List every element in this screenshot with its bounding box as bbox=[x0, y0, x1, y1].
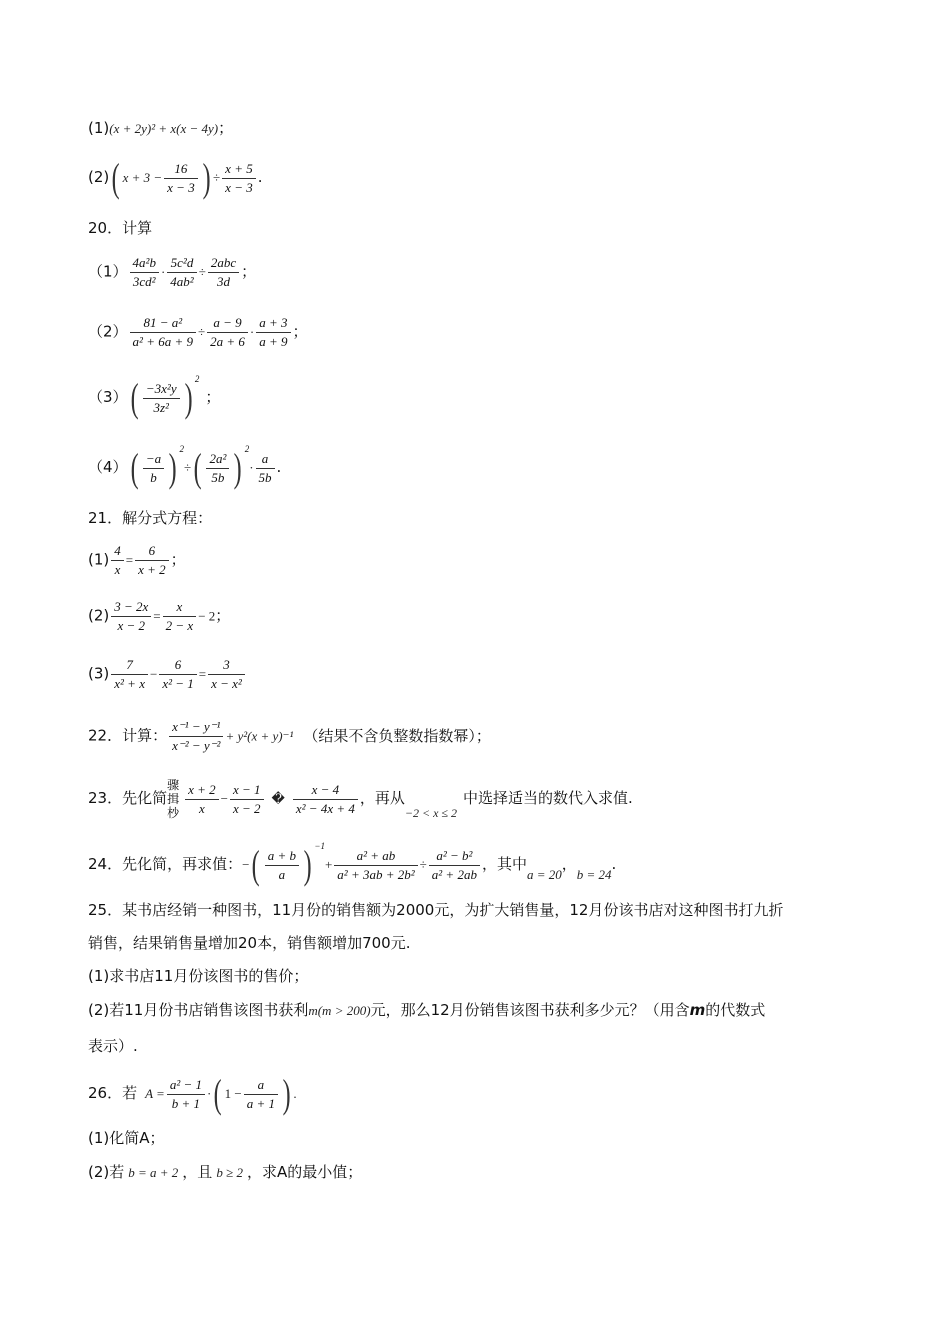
q19-p2-a: x + 3 − bbox=[122, 170, 163, 185]
minus-op: − bbox=[242, 857, 250, 872]
frac-den: x² + x bbox=[114, 676, 145, 691]
q20-p3-end: ； bbox=[205, 388, 221, 406]
q26-end: . bbox=[293, 1086, 297, 1101]
frac bbox=[111, 656, 148, 693]
q19-p1-label: (1) bbox=[88, 119, 110, 137]
q20-part1 bbox=[88, 254, 256, 291]
q26-p2b: b = a + 2 bbox=[128, 1165, 179, 1180]
div-op: ÷ bbox=[419, 857, 427, 872]
frac-den: x − 2 bbox=[117, 618, 146, 633]
frac bbox=[230, 781, 264, 818]
q25-p2a: (2)若11月份书店销售该图书获利 bbox=[88, 1001, 309, 1019]
q26-line bbox=[88, 1071, 297, 1116]
q25-p2d: 的代数式 bbox=[705, 1001, 766, 1019]
plus-op: + bbox=[324, 857, 333, 872]
q21-part3 bbox=[88, 656, 247, 693]
frac-den: x + 2 bbox=[138, 562, 166, 577]
right-paren-icon: ) bbox=[282, 1071, 291, 1116]
right-paren-icon: ) bbox=[303, 842, 312, 887]
q24-line bbox=[88, 841, 617, 887]
frac-den: a² + 3ab + 2b² bbox=[337, 866, 415, 882]
q20-part3 bbox=[88, 374, 221, 420]
q21-title: 21．解分式方程： bbox=[88, 509, 213, 527]
q21-p2-label: (2) bbox=[88, 606, 110, 625]
frac-den: 4ab² bbox=[170, 274, 194, 289]
frac-num: −a bbox=[143, 450, 164, 469]
q20-p1-end: ； bbox=[241, 262, 257, 281]
q23-range: −2 < x ≤ 2 bbox=[404, 806, 457, 820]
frac-den: x² − 4x + 4 bbox=[295, 800, 355, 816]
q26-p2e: ，求A的最小值； bbox=[246, 1163, 363, 1181]
left-paren-icon: ( bbox=[111, 155, 120, 200]
frac-num: x − 1 bbox=[230, 781, 264, 800]
q21-part2 bbox=[88, 598, 230, 635]
q20-part2 bbox=[88, 314, 308, 351]
frac-den: x − 3 bbox=[167, 179, 195, 195]
exponent: −1 bbox=[314, 841, 325, 851]
q20-p3-label: （3） bbox=[88, 388, 128, 406]
q19-p2-div: ÷ bbox=[213, 170, 221, 185]
q24-sep: ， bbox=[561, 855, 577, 873]
frac-num: 7 bbox=[111, 656, 148, 675]
q26-lhs: A = bbox=[145, 1086, 165, 1101]
dot-op: · bbox=[207, 1086, 212, 1101]
frac-num: 3 bbox=[208, 656, 245, 675]
frac bbox=[207, 314, 248, 351]
frac-num: 5c²d bbox=[167, 254, 196, 273]
q19-p2-end: . bbox=[257, 168, 263, 186]
frac-num: 2a² bbox=[206, 450, 229, 469]
frac-num: a bbox=[244, 1076, 278, 1095]
frac bbox=[256, 314, 290, 351]
q21-p2-tail: − 2 bbox=[198, 608, 216, 624]
q24-label: 24．先化简，再求值： bbox=[88, 855, 243, 873]
minus-op: − bbox=[220, 791, 228, 806]
frac-num: x + 2 bbox=[185, 781, 219, 800]
q20-part4 bbox=[88, 444, 282, 490]
frac-num: a² + ab bbox=[334, 847, 417, 866]
q22-note: （结果不含负整数指数幂）； bbox=[303, 726, 491, 745]
frac-den: 3cd² bbox=[132, 274, 156, 289]
frac-den: a + 9 bbox=[259, 334, 288, 349]
frac-den: 2 − x bbox=[165, 618, 194, 633]
q23-tail: 中选择适当的数代入求值. bbox=[462, 789, 633, 807]
q21-p1-end: ； bbox=[170, 550, 186, 569]
frac-num: 4 bbox=[111, 542, 124, 561]
q20-p1-label: （1） bbox=[88, 262, 128, 281]
right-paren-icon: ) bbox=[184, 375, 193, 420]
q21-p3-label: (3) bbox=[88, 664, 110, 683]
left-paren-icon: ( bbox=[252, 842, 261, 887]
frac-den: 2a + 6 bbox=[210, 334, 245, 349]
q23-mid: ，再从 bbox=[359, 789, 405, 807]
frac bbox=[130, 314, 196, 351]
frac-num: a² − 1 bbox=[167, 1076, 205, 1095]
frac-den: x − 2 bbox=[232, 800, 261, 816]
q26-part1: (1)化简A； bbox=[88, 1129, 165, 1147]
dot-op: · bbox=[160, 264, 166, 280]
frac bbox=[167, 254, 196, 291]
q23-garble: 骤揖杪 bbox=[167, 778, 180, 820]
frac bbox=[159, 656, 196, 693]
q24-end: . bbox=[611, 855, 617, 873]
q25-part2 bbox=[88, 1000, 765, 1021]
frac-num: x − 4 bbox=[293, 781, 358, 800]
right-paren-icon: ) bbox=[168, 445, 177, 490]
left-paren-icon: ( bbox=[193, 445, 202, 490]
q24-v2: b = 24 bbox=[576, 867, 612, 882]
frac bbox=[334, 847, 417, 884]
frac-den: a bbox=[278, 866, 286, 882]
q23-label: 23．先化简 bbox=[88, 789, 168, 807]
frac-den: a + 1 bbox=[246, 1095, 276, 1111]
minus-op: − bbox=[149, 666, 158, 682]
q24-v1: a = 20 bbox=[526, 867, 562, 882]
frac-num: a + b bbox=[265, 847, 299, 866]
q25-part1: (1)求书店11月份该图书的售价； bbox=[88, 967, 309, 985]
q25-p2b: 元，那么12月份销售该图书获利多少元？（用含 bbox=[370, 1001, 690, 1019]
frac-den: 3z² bbox=[153, 399, 169, 415]
frac-num: x⁻¹ − y⁻¹ bbox=[169, 718, 223, 737]
q21-p1-label: (1) bbox=[88, 550, 110, 569]
frac-den: x bbox=[114, 562, 121, 577]
left-paren-icon: ( bbox=[214, 1071, 223, 1116]
q20-p4-end: . bbox=[276, 458, 282, 476]
dot-op: · bbox=[249, 324, 255, 340]
exponent: 2 bbox=[179, 444, 184, 454]
q26-p2d: b ≥ 2 bbox=[216, 1165, 243, 1180]
q19-p1-end: ； bbox=[218, 119, 234, 137]
frac-den: x − 3 bbox=[225, 179, 253, 195]
q26-p2a: (2)若 bbox=[88, 1163, 125, 1181]
q24-mid: ，其中 bbox=[481, 855, 527, 873]
exponent: 2 bbox=[194, 374, 200, 384]
frac-num: x bbox=[163, 598, 197, 617]
frac-num: 3 − 2x bbox=[111, 598, 151, 617]
dot-op: · bbox=[249, 460, 254, 475]
q26-p2c: ，且 bbox=[182, 1163, 213, 1181]
frac-den: 5b bbox=[211, 469, 225, 485]
q22-line bbox=[88, 718, 491, 755]
q26-part2 bbox=[88, 1162, 362, 1183]
frac bbox=[163, 598, 197, 635]
frac bbox=[169, 718, 223, 755]
frac bbox=[185, 781, 219, 818]
q23-op: � bbox=[271, 791, 285, 806]
q19-p2-label: (2) bbox=[88, 168, 110, 186]
frac-den: x − x² bbox=[211, 676, 242, 691]
frac-den: b + 1 bbox=[171, 1095, 201, 1111]
q22-label: 22．计算： bbox=[88, 726, 168, 745]
q26-inner: 1 − bbox=[224, 1086, 242, 1101]
frac-den: x² − 1 bbox=[162, 676, 194, 691]
frac-den: 5b bbox=[258, 469, 272, 485]
q25-part2-cont: 表示）. bbox=[88, 1037, 138, 1055]
q25-line2: 销售，结果销售量增加20本，销售额增加700元. bbox=[88, 934, 411, 952]
q19-p2-frac1 bbox=[164, 160, 198, 197]
q19-p1-expr: (x + 2y)² + x(x − 4y) bbox=[109, 121, 219, 136]
div-op: ÷ bbox=[183, 460, 192, 475]
q23-line bbox=[88, 778, 633, 820]
frac bbox=[293, 781, 358, 818]
q20-p2-label: （2） bbox=[88, 322, 128, 341]
frac-den: a² + 2ab bbox=[431, 866, 477, 882]
q25-p2c: m bbox=[689, 1001, 706, 1019]
frac bbox=[208, 254, 239, 291]
div-op: ÷ bbox=[198, 324, 206, 340]
frac-num: 2abc bbox=[208, 254, 239, 273]
q20-p2-end: ； bbox=[292, 322, 308, 341]
frac bbox=[111, 598, 151, 635]
q19-part2 bbox=[88, 155, 263, 200]
right-paren-icon: ) bbox=[202, 155, 211, 200]
frac-num: a bbox=[256, 450, 275, 469]
right-paren-icon: ) bbox=[234, 445, 243, 490]
frac-num: x + 5 bbox=[222, 160, 256, 179]
q21-p2-end: ； bbox=[215, 606, 231, 625]
frac-den: b bbox=[150, 469, 157, 485]
q25-line1: 25．某书店经销一种图书，11月份的销售额为2000元，为扩大销售量，12月份该书店对这种图书打九折 bbox=[88, 901, 784, 919]
exponent: 2 bbox=[244, 444, 250, 454]
frac bbox=[143, 450, 164, 487]
frac-num: 16 bbox=[164, 160, 198, 179]
frac-num: 81 − a² bbox=[130, 314, 196, 333]
q21-part1 bbox=[88, 542, 186, 579]
frac bbox=[208, 656, 245, 693]
frac-den: x bbox=[198, 800, 205, 816]
frac bbox=[244, 1076, 278, 1113]
frac bbox=[135, 542, 169, 579]
q20-p4-label: （4） bbox=[88, 458, 128, 476]
q19-p2-frac2 bbox=[222, 160, 256, 197]
frac-den: 3d bbox=[216, 274, 230, 289]
frac-num: 6 bbox=[135, 542, 169, 561]
left-paren-icon: ( bbox=[130, 445, 139, 490]
frac bbox=[111, 542, 124, 579]
eq-op: = bbox=[125, 552, 134, 568]
frac bbox=[130, 254, 159, 291]
frac-den: x⁻² − y⁻² bbox=[172, 738, 221, 753]
eq-op: = bbox=[153, 608, 161, 624]
frac-num: 6 bbox=[159, 656, 196, 675]
frac-num: a − 9 bbox=[207, 314, 248, 333]
eq-op: = bbox=[198, 666, 207, 682]
q22-tail: + y²(x + y)⁻¹ bbox=[225, 728, 294, 744]
q25-p2m: m(m > 200) bbox=[308, 1003, 371, 1018]
frac bbox=[256, 450, 275, 487]
q19-part1 bbox=[88, 118, 233, 139]
q20-title: 20．计算 bbox=[88, 219, 153, 237]
frac-num: a² − b² bbox=[429, 847, 480, 866]
frac-den: a² + 6a + 9 bbox=[132, 334, 193, 349]
frac bbox=[265, 847, 299, 884]
frac-num: −3x²y bbox=[143, 380, 180, 399]
frac bbox=[429, 847, 480, 884]
frac bbox=[167, 1076, 205, 1113]
frac bbox=[143, 380, 180, 417]
frac-num: 4a²b bbox=[130, 254, 159, 273]
div-op: ÷ bbox=[198, 264, 206, 280]
left-paren-icon: ( bbox=[130, 375, 139, 420]
q26-label: 26．若 bbox=[88, 1084, 138, 1102]
frac bbox=[206, 450, 229, 487]
frac-num: a + 3 bbox=[256, 314, 290, 333]
